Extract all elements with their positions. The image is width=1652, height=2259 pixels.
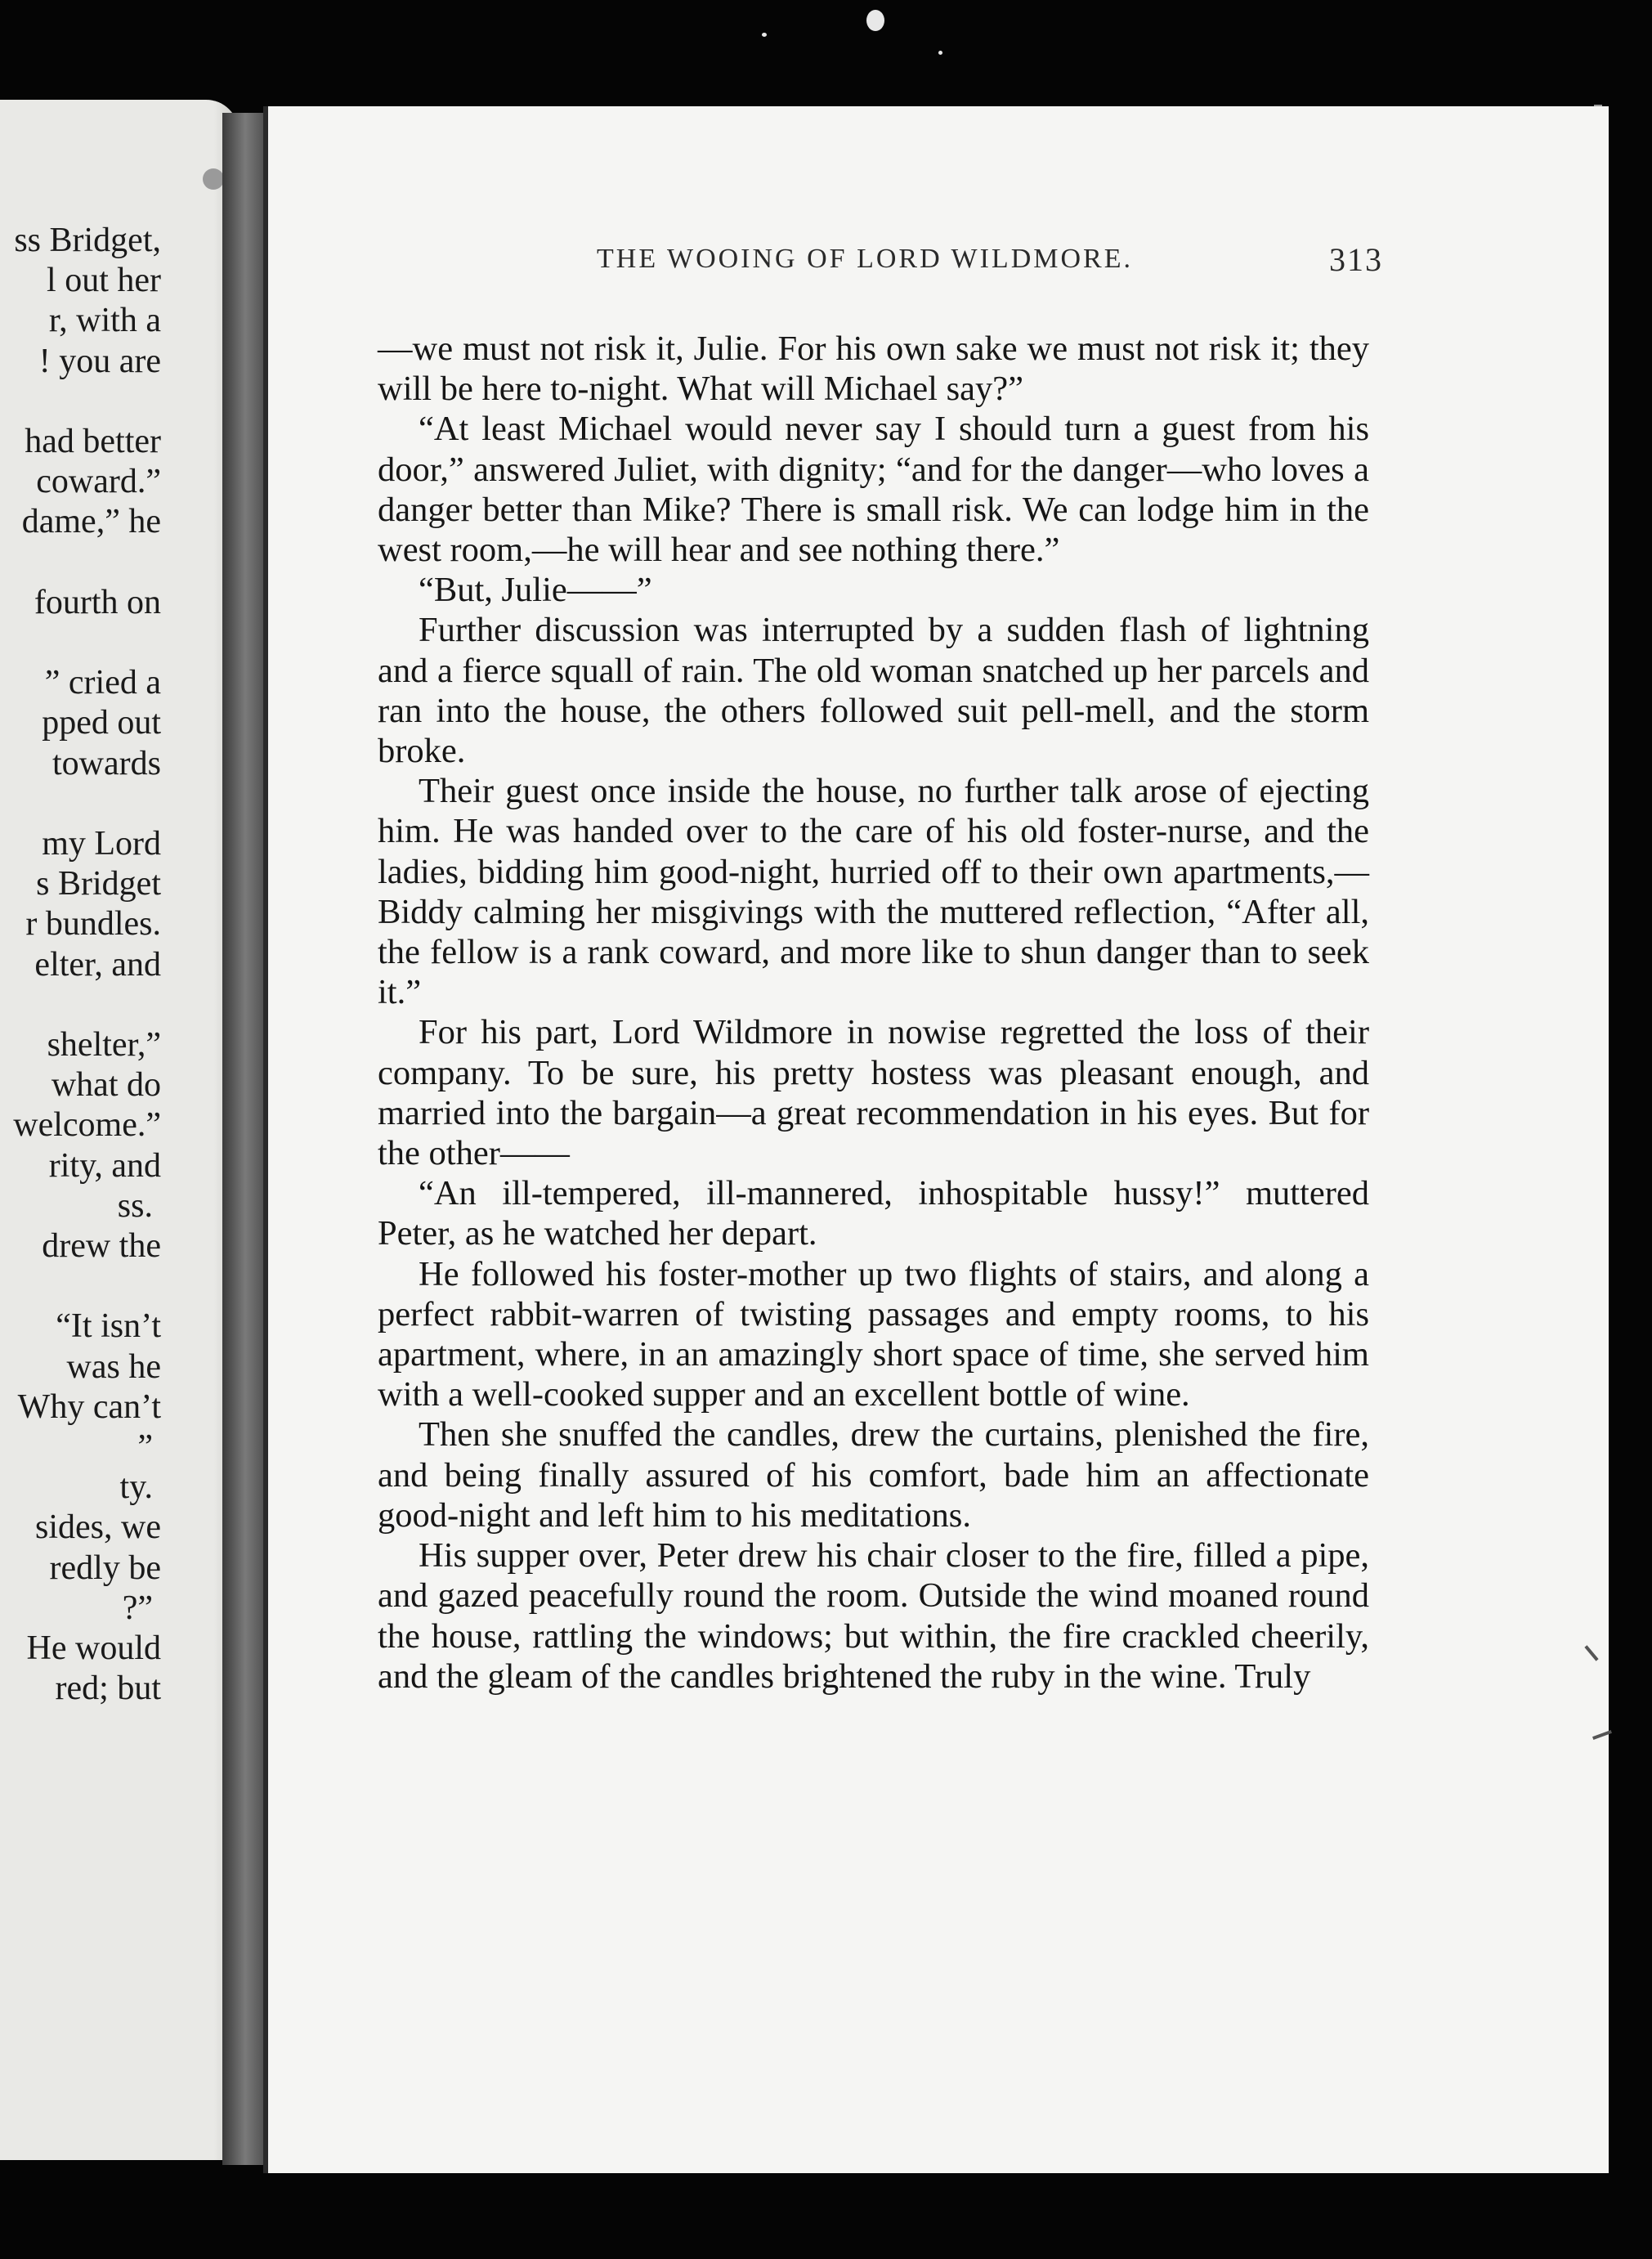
scan-artifact <box>1592 1730 1612 1740</box>
left-page-line: ! you are <box>38 342 161 380</box>
left-page-line: drew the <box>42 1227 161 1265</box>
left-page-line: red; but <box>55 1670 161 1708</box>
left-page-line: rity, and <box>48 1146 161 1185</box>
left-page-line: r bundles. <box>25 905 161 943</box>
paragraph: He followed his foster-mother up two flights of stairs, and along a perfect rabbit-warren of twisting passages and empty rooms, to his apartment, where, in an amazingly short space of time, she served him with a well-cooked supper and an excellent bottle of wine. <box>378 1254 1369 1414</box>
left-page-line: dame,” he <box>21 503 161 541</box>
left-page-line: He would <box>26 1629 161 1667</box>
left-page-line: was he <box>66 1347 161 1386</box>
left-page-line: elter, and <box>34 945 161 984</box>
left-page-line: towards <box>52 744 161 782</box>
paragraph: His supper over, Peter drew his chair closer to the fire, filled a pipe, and gazed peacefully round the room. Outside the wind moaned round the house, rattling the windows; but within, the fire crackled cheerily, and the gleam of the candles brightened the ruby in the wine. Truly <box>378 1536 1369 1696</box>
left-page <box>0 100 239 2160</box>
paragraph: —we must not risk it, Julie. For his own sake we must not risk it; they will be here to-night. What will Michael say?” <box>378 329 1369 409</box>
left-page-line: “It isn’t <box>56 1307 161 1346</box>
body-text <box>378 329 1369 1696</box>
left-page-line: ” cried a <box>44 664 161 702</box>
left-page-line: shelter,” <box>47 1026 161 1064</box>
left-page-line: r, with a <box>48 302 161 340</box>
left-page-line: l out her <box>47 262 161 300</box>
paragraph: “At least Michael would never say I should turn a guest from his door,” answered Juliet, with dignity; “and for the danger—who loves a danger better than Mike? There is small risk. We can lodge him in the west room,—he will hear and see nothing there.” <box>378 410 1369 570</box>
left-page-line: ” <box>137 1428 153 1466</box>
left-page-line: ss. <box>117 1186 153 1225</box>
left-page-line: coward.” <box>36 463 161 501</box>
scan-speck <box>762 33 767 37</box>
running-head-title: THE WOOING OF LORD WILDMORE. <box>597 244 1133 274</box>
left-page-line: ?” <box>122 1589 153 1627</box>
scan-speck <box>938 51 942 55</box>
left-page-line: fourth on <box>34 583 161 621</box>
paragraph: For his part, Lord Wildmore in nowise regretted the loss of their company. To be sure, his pretty hostess was pleasant enough, and married into the bargain—a great recommendation in his eyes. But for the other—— <box>378 1013 1369 1173</box>
left-page-line: welcome.” <box>13 1106 161 1145</box>
left-page-line: pped out <box>42 704 161 742</box>
left-page-line: ty. <box>119 1468 153 1507</box>
left-page-line: what do <box>51 1066 161 1105</box>
left-page-line: Why can’t <box>17 1387 161 1426</box>
left-page-line: my Lord <box>42 825 161 863</box>
left-page-line: redly be <box>49 1549 161 1587</box>
scan-speck <box>866 10 884 31</box>
scan-speck <box>203 168 224 190</box>
paragraph: “An ill-tempered, ill-mannered, inhospitable hussy!” muttered Peter, as he watched her depart. <box>378 1174 1369 1253</box>
paragraph: Their guest once inside the house, no further talk arose of ejecting him. He was handed over to the care of his old foster-nurse, and the ladies, bidding him good-night, hurried off to their own apartments,—Biddy calming her misgivings with the muttered reflection, “After all, the fellow is a rank coward, and more like to shun danger than to seek it.” <box>378 772 1369 1012</box>
page-number: 313 <box>1329 241 1383 278</box>
left-page-line: had better <box>25 423 161 460</box>
scan-artifact <box>1584 1645 1598 1661</box>
left-page-line: ss Bridget, <box>14 222 161 259</box>
paragraph: “But, Julie——” <box>419 571 652 610</box>
left-page-line: s Bridget <box>36 865 161 903</box>
paragraph: Further discussion was interrupted by a sudden flash of lightning and a fierce squall of rain. The old woman snatched up her parcels and ran into the house, the others followed suit pell-mell, and the storm broke. <box>378 611 1369 771</box>
left-page-line: sides, we <box>35 1508 161 1547</box>
paragraph: Then she snuffed the candles, drew the curtains, plenished the fire, and being finally assured of his comfort, bade him an affectionate good-night and left him to his meditations. <box>378 1415 1369 1535</box>
